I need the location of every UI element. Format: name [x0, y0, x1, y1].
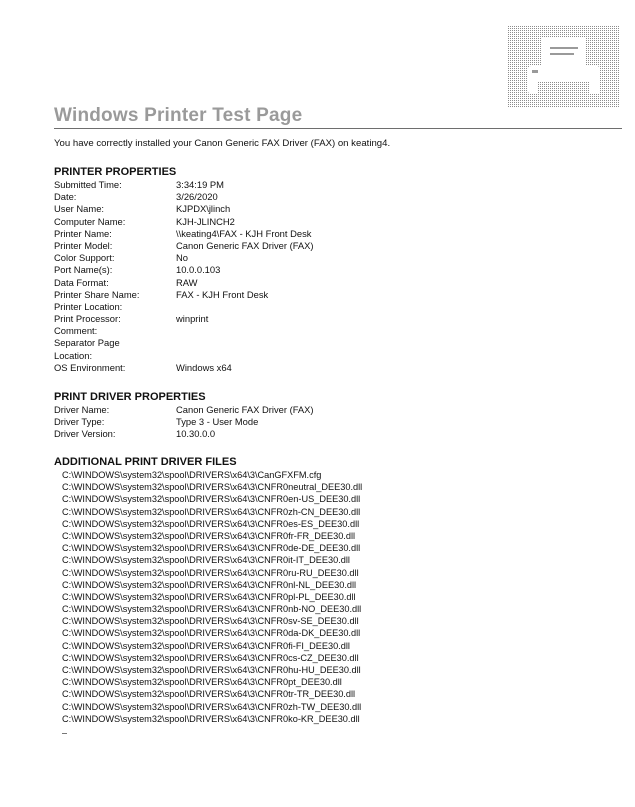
- printer-property-value: \\keating4\FAX - KJH Front Desk: [176, 227, 312, 239]
- driver-file-path: C:\WINDOWS\system32\spool\DRIVERS\x64\3\CNFR0it-IT_DEE30.dll: [62, 555, 350, 566]
- additional-files-heading: ADDITIONAL PRINT DRIVER FILES: [54, 456, 237, 468]
- page-title: Windows Printer Test Page: [54, 105, 303, 126]
- printer-property-label: Data Format:: [54, 276, 109, 288]
- driver-file-path: C:\WINDOWS\system32\spool\DRIVERS\x64\3\CNFR0hu-HU_DEE30.dll: [62, 665, 361, 675]
- driver-file-path: C:\WINDOWS\system32\spool\DRIVERS\x64\3\CNFR0zh-CN_DEE30.dll: [62, 506, 361, 517]
- printer-property-label: Location:: [54, 349, 93, 361]
- printer-property-value: KJPDX\jlinch: [176, 203, 231, 215]
- printer-property-value: Canon Generic FAX Driver (FAX): [176, 239, 314, 251]
- driver-file-path: C:\WINDOWS\system32\spool\DRIVERS\x64\3\CNFR0pt_DEE30.dll: [62, 677, 342, 688]
- additional-files-list: [62, 469, 362, 725]
- driver-file-path: C:\WINDOWS\system32\spool\DRIVERS\x64\3\CNFR0fr-FR_DEE30.dll: [62, 530, 356, 541]
- driver-property-label: Driver Name:: [54, 404, 110, 415]
- printer-property-label: Printer Model:: [54, 239, 113, 251]
- driver-file-path: C:\WINDOWS\system32\spool\DRIVERS\x64\3\CNFR0sv-SE_DEE30.dll: [62, 616, 359, 627]
- printer-property-value: No: [176, 252, 188, 264]
- printer-property-value: Windows x64: [176, 361, 232, 373]
- printer-property-label: Comment:: [54, 325, 98, 337]
- printer-property-label: Separator Page: [54, 337, 120, 349]
- driver-file-path: C:\WINDOWS\system32\spool\DRIVERS\x64\3\CNFR0en-US_DEE30.dll: [62, 494, 361, 505]
- printer-property-value: 10.0.0.103: [176, 264, 221, 276]
- driver-file-path: C:\WINDOWS\system32\spool\DRIVERS\x64\3\CanGFXFM.cfg: [62, 470, 322, 480]
- driver-file-path: C:\WINDOWS\system32\spool\DRIVERS\x64\3\CNFR0fi-FI_DEE30.dll: [62, 640, 350, 651]
- printer-property-value: KJH-JLINCH2: [176, 215, 235, 227]
- driver-property-label: Driver Version:: [54, 428, 116, 440]
- title-divider: [54, 128, 622, 129]
- printer-property-label: Print Processor:: [54, 313, 121, 325]
- driver-file-path: C:\WINDOWS\system32\spool\DRIVERS\x64\3\CNFR0pl-PL_DEE30.dll: [62, 591, 356, 602]
- printer-property-label: Printer Name:: [54, 227, 112, 239]
- printer-property-label: Port Name(s):: [54, 264, 113, 276]
- driver-file-path: C:\WINDOWS\system32\spool\DRIVERS\x64\3\CNFR0zh-TW_DEE30.dll: [62, 701, 362, 712]
- driver-file-path: C:\WINDOWS\system32\spool\DRIVERS\x64\3\CNFR0es-ES_DEE30.dll: [62, 518, 360, 529]
- driver-property-label: Driver Type:: [54, 416, 105, 428]
- driver-file-path: C:\WINDOWS\system32\spool\DRIVERS\x64\3\CNFR0de-DE_DEE30.dll: [62, 543, 361, 554]
- driver-file-path: C:\WINDOWS\system32\spool\DRIVERS\x64\3\CNFR0da-DK_DEE30.dll: [62, 628, 361, 639]
- footer-mark: [62, 733, 67, 734]
- printer-properties-heading: PRINTER PROPERTIES: [54, 166, 177, 178]
- printer-property-label: User Name:: [54, 203, 105, 215]
- intro-text: You have correctly installed your Canon Generic FAX Driver (FAX) on keating4.: [54, 138, 391, 149]
- driver-file-path: C:\WINDOWS\system32\spool\DRIVERS\x64\3\CNFR0ru-RU_DEE30.dll: [62, 567, 359, 578]
- printer-property-label: Computer Name:: [54, 215, 126, 227]
- printer-property-label: Printer Location:: [54, 300, 123, 312]
- driver-file-path: C:\WINDOWS\system32\spool\DRIVERS\x64\3\CNFR0neutral_DEE30.dll: [62, 482, 363, 493]
- printer-property-label: Color Support:: [54, 252, 115, 264]
- driver-property-value: Canon Generic FAX Driver (FAX): [176, 404, 314, 415]
- printer-property-label: Printer Share Name:: [54, 288, 140, 300]
- driver-property-value: Type 3 - User Mode: [176, 416, 259, 428]
- driver-file-path: C:\WINDOWS\system32\spool\DRIVERS\x64\3\CNFR0nl-NL_DEE30.dll: [62, 579, 357, 590]
- printer-property-value: 3/26/2020: [176, 191, 218, 203]
- printer-property-value: 3:34:19 PM: [176, 179, 224, 190]
- printer-property-label: OS Environment:: [54, 361, 126, 373]
- driver-file-path: C:\WINDOWS\system32\spool\DRIVERS\x64\3\CNFR0tr-TR_DEE30.dll: [62, 689, 356, 700]
- printer-property-value: winprint: [176, 313, 209, 325]
- printer-property-label: Submitted Time:: [54, 179, 122, 190]
- printer-icon: [508, 26, 620, 108]
- driver-file-path: C:\WINDOWS\system32\spool\DRIVERS\x64\3\CNFR0nb-NO_DEE30.dll: [62, 604, 362, 615]
- driver-properties-heading: PRINT DRIVER PROPERTIES: [54, 391, 206, 403]
- printer-property-value: FAX - KJH Front Desk: [176, 288, 269, 300]
- driver-file-path: C:\WINDOWS\system32\spool\DRIVERS\x64\3\CNFR0ko-KR_DEE30.dll: [62, 713, 360, 724]
- driver-property-value: 10.30.0.0: [176, 428, 216, 440]
- printer-property-value: RAW: [176, 276, 198, 288]
- printer-property-label: Date:: [54, 191, 77, 203]
- driver-file-path: C:\WINDOWS\system32\spool\DRIVERS\x64\3\CNFR0cs-CZ_DEE30.dll: [62, 652, 359, 663]
